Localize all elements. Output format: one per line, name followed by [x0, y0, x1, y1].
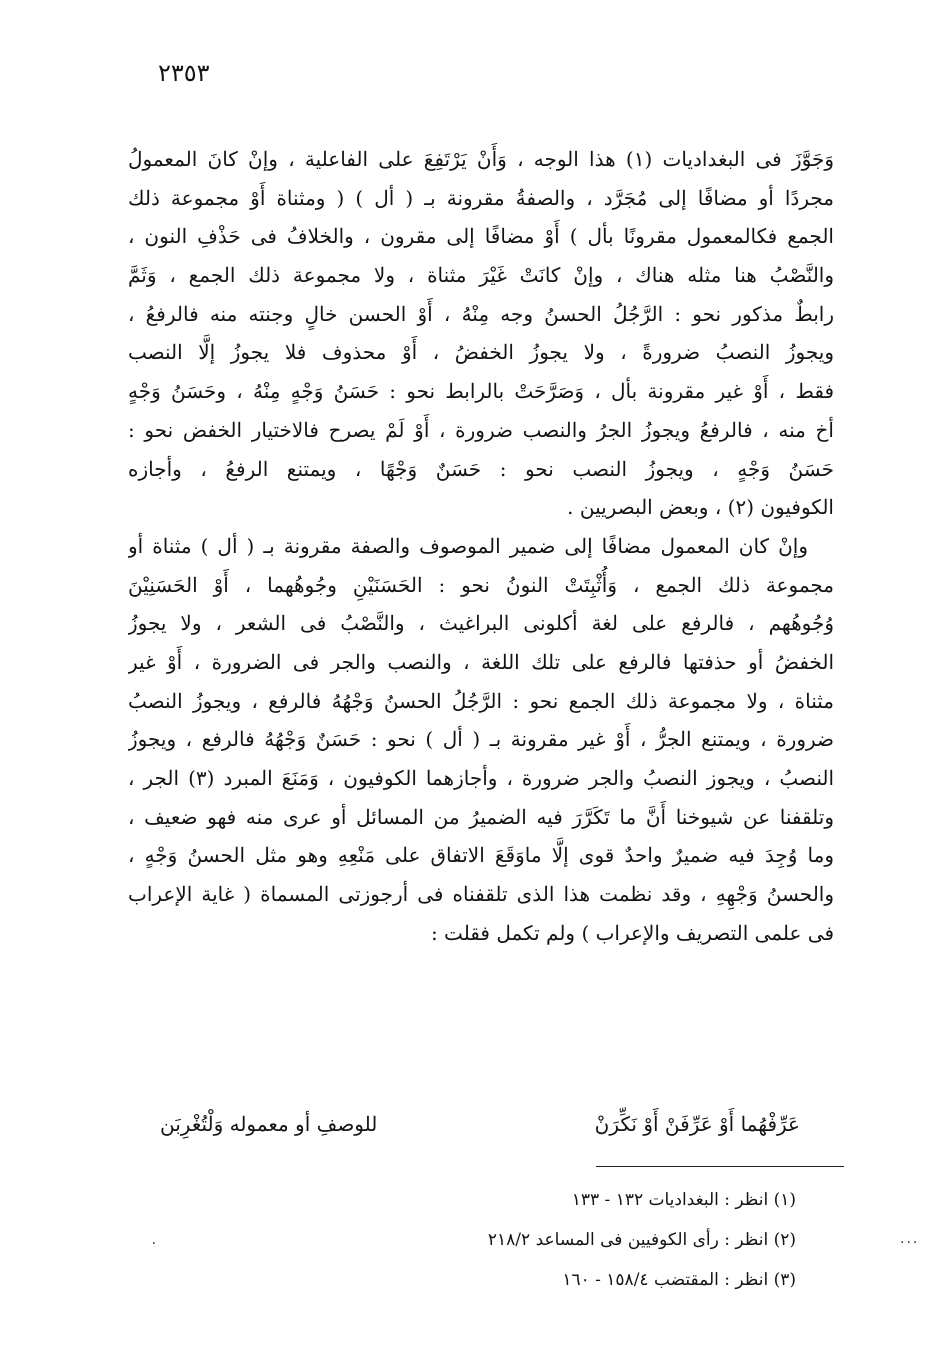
- body-line: فقط ، أَوْ غير مقرونة بأل ، وَصَرَّحَتْ بالرابط نحو : حَسَنُ وَجْهٍ مِنْهُ ، وحَسَنُ وَجْهٍ: [128, 379, 834, 404]
- body-line: ضرورة ، ويمتنع الجرُّ ، أَوْ غير مقرونة بـ ( أل ) نحو : حَسَنٌ وَجْهُهُ فالرفع ، ويجوزُ: [128, 727, 834, 752]
- body-line: وما وُجِدَ فيه ضميرٌ واحدٌ قوى إلَّا ماوَقَعَ الاتفاق على مَنْعِهِ وهو مثل الحسنُ وَجْهٍ ،: [128, 843, 834, 868]
- footnote: (٣) انظر : المقتضب ١٥٨/٤ - ١٦٠: [562, 1270, 796, 1290]
- body-line: ويجوزُ النصبُ ضرورةً ، ولا يجوزُ الخفضُ ، أَوْ محذوف فلا يجوزُ إلَّا النصب: [128, 340, 834, 365]
- verse-right-hemistich: عَرِّفْهُما أَوْ عَرِّفَنْ أَوْ نَكِّرَنْ: [594, 1112, 800, 1136]
- body-line: رابطٌ مذكور نحو : الرَّجُلُ الحسنُ وجه مِنْهُ ، أَوْ الحسن خالٍ وجنته منه فالرفعُ ،: [128, 301, 834, 326]
- footnote: (١) انظر : البغداديات ١٣٢ - ١٣٣: [571, 1190, 796, 1210]
- body-line: الخفضُ أو حذفتها فالرفع على تلك اللغة ، والنصب والجر فى الضرورة ، أَوْ غير: [128, 649, 834, 674]
- poem-verse: [160, 1104, 800, 1144]
- body-line: فى علمى التصريف والإعراب ) ولم تكمل فقلت :: [430, 920, 834, 945]
- footnote: (٢) انظر : رأى الكوفيين فى المساعد ٢١٨/٢: [487, 1230, 796, 1250]
- margin-dot: ٠: [150, 1235, 158, 1251]
- body-text: [128, 140, 834, 952]
- body-line: وإنْ كان المعمول مضافًا إلى ضمير الموصوف والصفة مقرونة بـ ( أل ) مثناة أو: [128, 533, 808, 558]
- body-line: مجموعة ذلك الجمع ، وَأُثْبِتَتْ النونُ نحو : الحَسَنَيْنِ وجُوهُهما ، أَوْ الحَسَنِيْنَ: [128, 572, 834, 597]
- body-line: الجمع فكالمعمول مقرونًا بأل ) أَوْ مضافًا إلى مقرون ، والخلافُ فى حَذْفِ النون ،: [128, 224, 834, 249]
- body-line: أخ منه ، فالرفعُ ويجوزُ الجرُ والنصب ضرورة ، أَوْ لَمْ يصرح فالاختيار الخفض نحو :: [128, 417, 834, 442]
- body-line: وَجَوَّزَ فى البغداديات (١) هذا الوجه ، وَأَنْ يَرْتَفِعَ على الفاعلية ، وإنْ كانَ المعمولُ: [128, 147, 834, 171]
- body-line: والنَّصْبُ هنا مثله هناك ، وإنْ كانَتْ غَيْرَ مثناة ، ولا مجموعة ذلك الجمع ، وَثَمَّ: [128, 263, 834, 288]
- body-line: وُجُوهُهم ، فالرفع على لغة أكلونى البراغيث ، والنَّصْبُ فى الشعر ، ولا يجوزُ: [128, 611, 834, 636]
- body-line: وتلقفنا عن شيوخنا أَنَّ ما تَكَرَّرَ فيه الضميرُ من المسائل أو عرى منه فهو ضعيف ،: [128, 804, 834, 829]
- footnotes: [376, 1180, 796, 1300]
- body-line: النصبُ ، ويجوز النصبُ والجر ضرورة ، وأجازهما الكوفيون ، وَمَنَعَ المبرد (٣) الجر ،: [128, 766, 834, 790]
- footnote-divider: [596, 1166, 844, 1167]
- verse-left-hemistich: للوصفِ أو معموله وَلْتُغْرِبَن: [160, 1112, 378, 1136]
- margin-dots: ...: [900, 1231, 920, 1247]
- body-line: حَسَنُ وَجْهٍ ، ويجوزُ النصب نحو : حَسَنٌ وَجْهًا ، ويمتنع الرفعُ ، وأجازه: [128, 456, 834, 481]
- body-line: مثناة ، ولا مجموعة ذلك الجمع نحو : الرَّجُلُ الحسنُ وَجْهُهُ فالرفع ، ويجوزُ النصبُ: [128, 688, 834, 713]
- body-line: والحسنُ وَجْهِهِ ، وقد نظمت هذا الذى تلقفناه فى أرجوزتى المسماة ( غاية الإعراب: [128, 882, 834, 907]
- body-line: مجردًا أو مضافًا إلى مُجَرَّد ، والصفةُ مقرونة بـ ( أل ) ( ومثناة أَوْ مجموعة ذلك: [128, 185, 834, 210]
- page-number: ٢٣٥٣: [158, 59, 210, 87]
- body-line: الكوفيون (٢) ، وبعض البصريين .: [567, 495, 834, 520]
